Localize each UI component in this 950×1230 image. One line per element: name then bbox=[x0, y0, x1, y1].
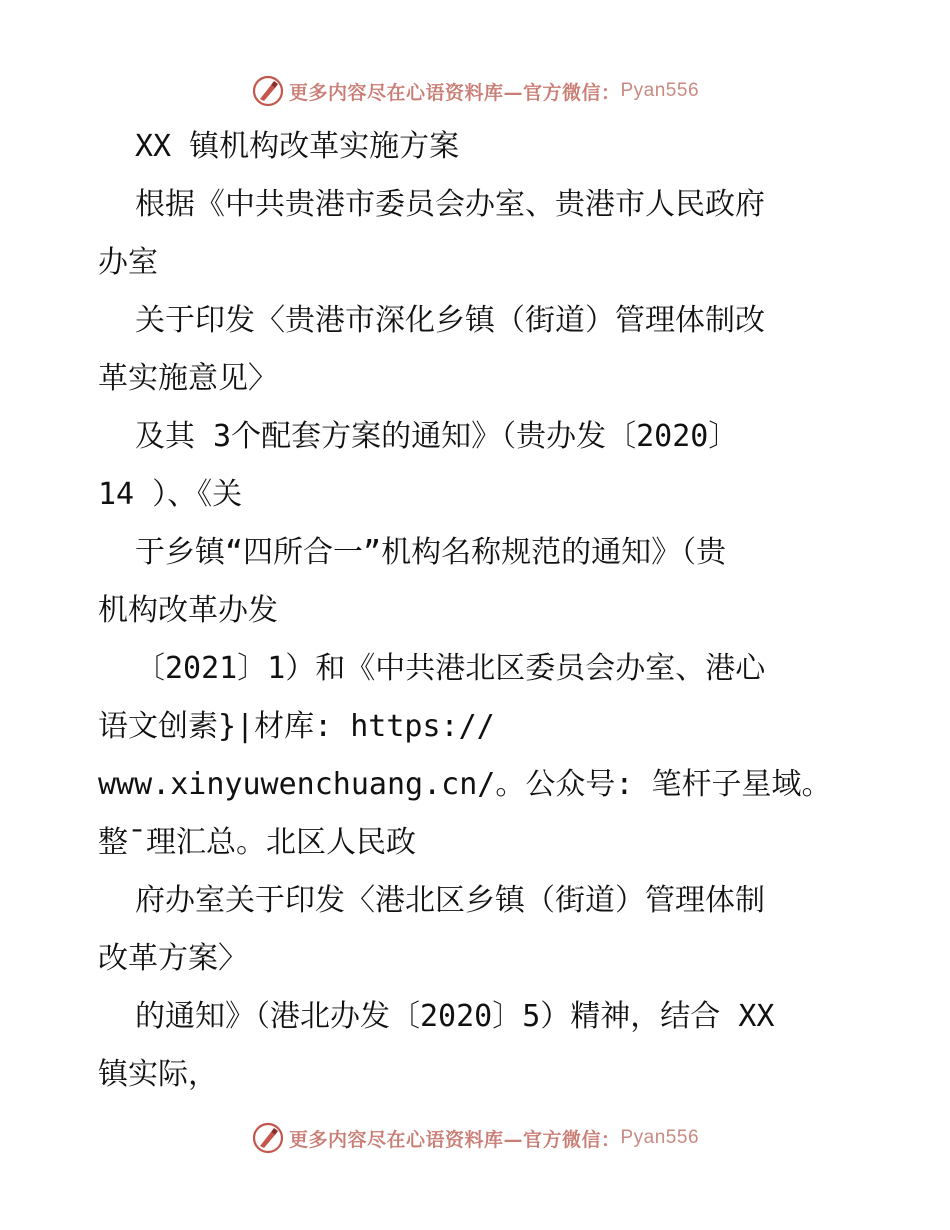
paragraph-line: 〔2021〕1）和《中共港北区委员会办室、港心 bbox=[135, 651, 766, 686]
paragraph-line: 的通知》（港北办发〔2020〕5）精神，结合 XX bbox=[135, 999, 775, 1034]
document-title: XX 镇机构改革实施方案 bbox=[135, 129, 460, 164]
paragraph-line: 机构改革办发 bbox=[98, 593, 278, 628]
footer-watermark bbox=[0, 1118, 950, 1158]
paragraph-line: 整¯理汇总。北区人民政 bbox=[98, 825, 417, 860]
paragraph-line: 语文创素}|材库: https:// bbox=[98, 709, 495, 744]
watermark-text: 更多内容尽在心语资料库—官方微信： bbox=[288, 81, 621, 104]
paragraph-line: 府办室关于印发〈港北区乡镇（街道）管理体制 bbox=[135, 883, 765, 918]
pen-logo-icon bbox=[251, 1121, 285, 1155]
paragraph-line: 及其 3个配套方案的通知》（贵办发〔2020〕 bbox=[135, 419, 739, 454]
paragraph-line: 于乡镇“四所合一”机构名称规范的通知》（贵 bbox=[135, 535, 727, 570]
paragraph-line: 根据《中共贵港市委员会办室、贵港市人民政府 bbox=[135, 187, 765, 222]
watermark-text: 更多内容尽在心语资料库—官方微信： bbox=[288, 1128, 621, 1151]
paragraph-line: www.xinyuwenchuang.cn/。公众号: 笔杆子星域。 bbox=[98, 767, 832, 802]
watermark-wechat-id: Pyan556 bbox=[620, 1127, 700, 1148]
paragraph-line: 镇实际， bbox=[98, 1057, 218, 1092]
pen-logo-icon bbox=[251, 74, 285, 108]
paragraph-line: 关于印发〈贵港市深化乡镇（街道）管理体制改 bbox=[135, 303, 765, 338]
paragraph-line: 革实施意见〉 bbox=[98, 361, 278, 396]
watermark-wechat-id: Pyan556 bbox=[620, 80, 700, 101]
paragraph-line: 14 ）、《关 bbox=[98, 477, 243, 512]
header-watermark bbox=[0, 71, 950, 111]
paragraph-line: 办室 bbox=[98, 245, 158, 280]
paragraph-line: 改革方案〉 bbox=[98, 941, 248, 976]
